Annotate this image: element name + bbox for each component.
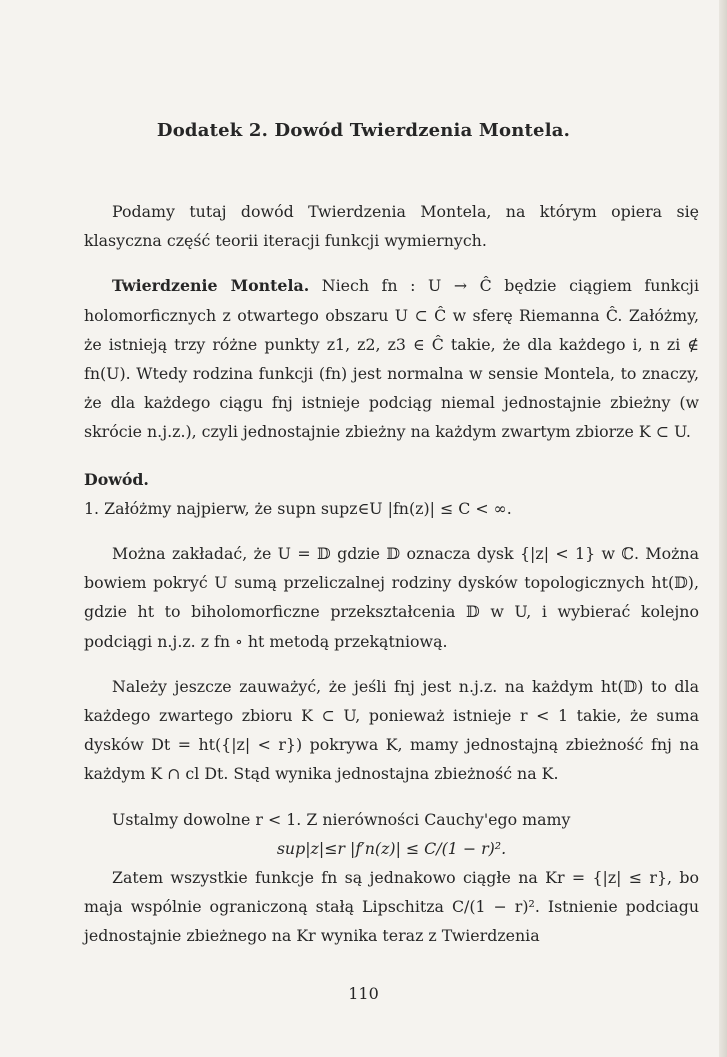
page-number: 110 — [348, 984, 379, 1003]
theorem-text: Niech fn : U → Ĉ będzie ciągiem funkcji holomorficznych z otwartego obszaru U ⊂ Ĉ w sferę Riemanna Ĉ. Załóżmy, że istnieją trzy różne punkty z1, z2, z3 ∈ Ĉ takie, że dla każdego i, n zi ∉ fn(U). Wtedy rodzina funkcji (fn) jest normalna w sensie Montela, to znaczy, że dla każdego ciągu fnj istnieje podciąg niemal jednostajnie zbieżny (w skrócie n.j.z.), czyli jednostajnie zbieżny na każdym zwartym zbiorze K ⊂ U. — [84, 276, 699, 442]
appendix-heading: Dodatek 2. Dowód Twierdzenia Montela. — [156, 120, 571, 141]
theorem-paragraph — [84, 271, 699, 446]
proof-paragraph-1: Można zakładać, że U = 𝔻 gdzie 𝔻 oznacza dysk {|z| < 1} w ℂ. Można bowiem pokryć U sumą przeliczalnej rodziny dysków topologicznych ht(𝔻), gdzie ht to biholomorficzne przekształcenia 𝔻 w U, i wybierać kolejno podciągi n.j.z. z fn ∘ ht metodą przekątniową. — [84, 544, 699, 651]
page-body — [84, 197, 699, 951]
proof-paragraph-2: Należy jeszcze zauważyć, że jeśli fnj jest n.j.z. na każdym ht(𝔻) to dla każdego zwartego zbioru K ⊂ U, ponieważ istnieje r < 1 takie, że suma dysków Dt = ht({|z| < r}) pokrywa K, mamy jednostajną zbieżność fnj na każdym K ∩ cl Dt. Stąd wynika jednostajna zbieżność na K. — [84, 676, 699, 784]
proof-paragraph-3: Ustalmy dowolne r < 1. Z nierówności Cauchy'ego mamy — [112, 809, 571, 829]
proof-step-1: 1. Załóżmy najpierw, że supn supz∈U |fn(z)| ≤ C < ∞. — [84, 498, 512, 518]
intro-paragraph: Podamy tutaj dowód Twierdzenia Montela, na którym opiera się klasyczna część teorii iteracji funkcji wymiernych. — [84, 202, 699, 251]
proof-title: Dowód. — [84, 469, 149, 489]
page-edge-shadow — [719, 0, 727, 1057]
cauchy-inequality-formula: sup|z|≤r |f′n(z)| ≤ C/(1 − r)². — [276, 838, 507, 858]
proof-paragraph-4: Zatem wszystkie funkcje fn są jednakowo ciągłe na Kr = {|z| ≤ r}, bo maja wspólnie ograniczoną stałą Lipschitza C/(1 − r)². Istnienie podciagu jednostajnie zbieżnego na Kr wynika teraz z Twierdzenia — [84, 868, 699, 946]
theorem-title: Twierdzenie Montela. — [112, 276, 310, 296]
